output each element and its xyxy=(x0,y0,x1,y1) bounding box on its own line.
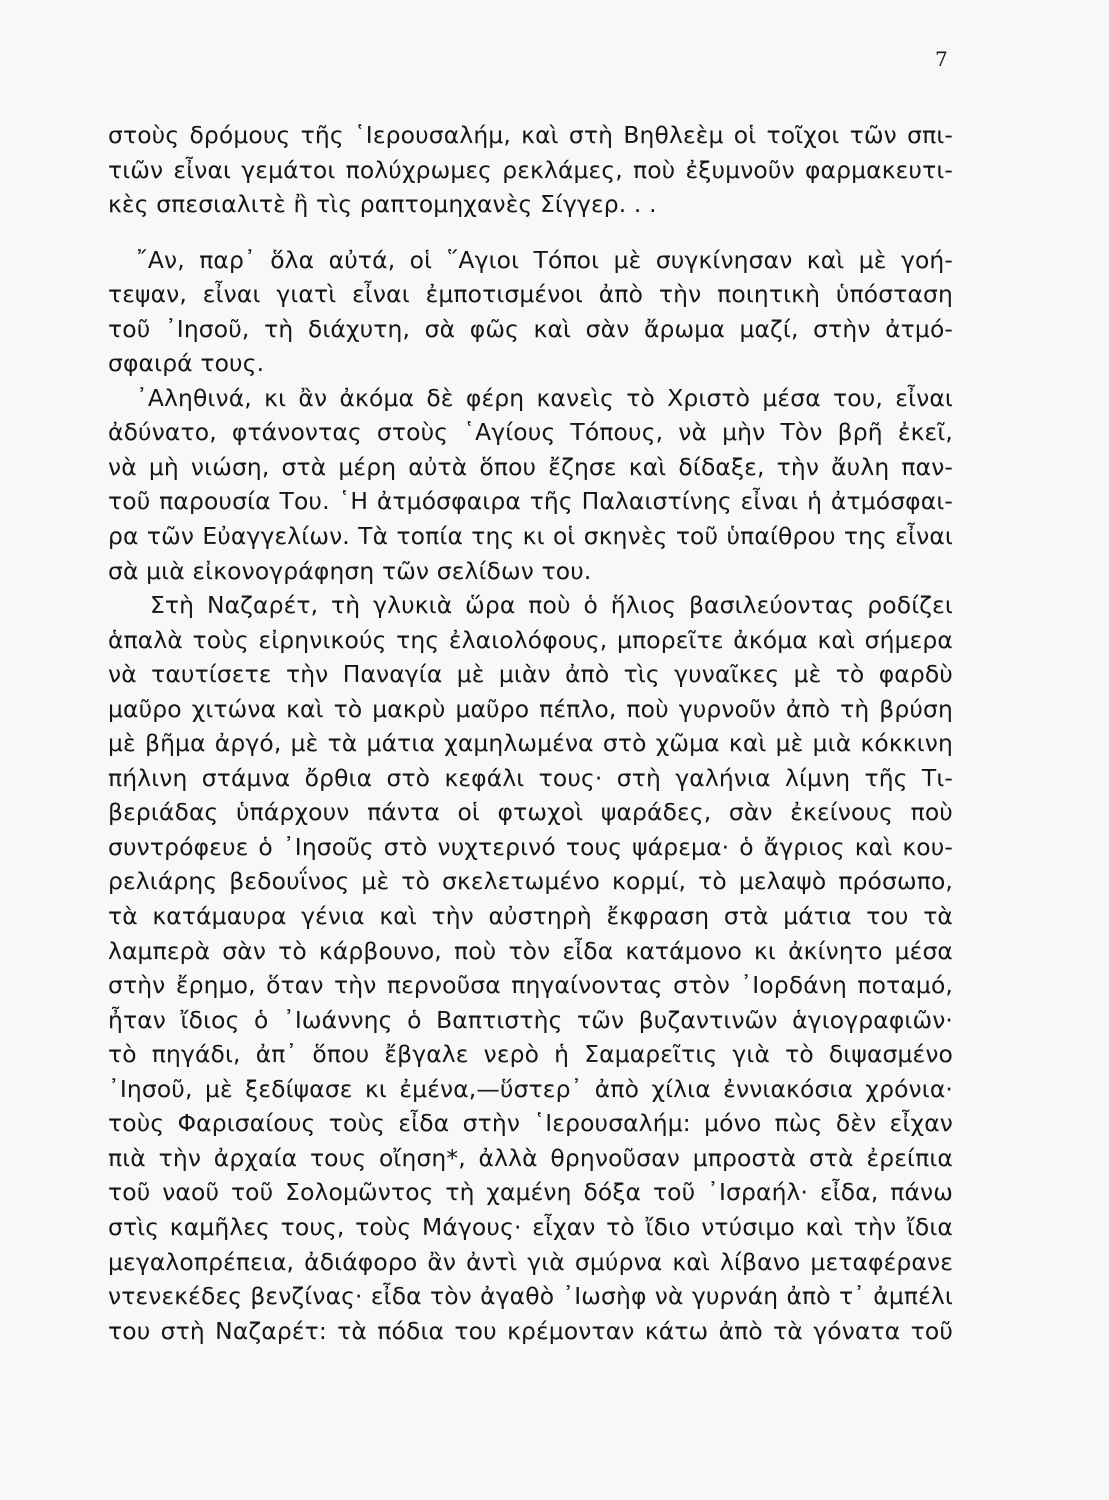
text-line: ντενεκέδες βενζίνας· εἶδα τὸν ἀγαθὸ ᾿Ιωσὴφ νὰ γυρνάη ἀπὸ τ᾿ ἀμπέλι xyxy=(108,1282,953,1311)
text-line: τοῦ παρουσία Του. ῾Η ἀτμόσφαιρα τῆς Παλαιστίνης εἶναι ἡ ἀτμόσφαι- xyxy=(108,487,953,516)
text-line: τοῦ ναοῦ τοῦ Σολομῶντος τὴ χαμένη δόξα τοῦ ᾿Ισραήλ· εἶδα, πάνω xyxy=(108,1178,953,1207)
text-line: τὸ πηγάδι, ἀπ᾿ ὅπου ἔβγαλε νερὸ ἡ Σαμαρεῖτις γιὰ τὸ διψασμένο xyxy=(108,1040,953,1069)
body-text xyxy=(108,118,953,1348)
text-line: σὰ μιὰ εἰκονογράφηση τῶν σελίδων του. xyxy=(108,556,592,585)
text-line: τεψαν, εἶναι γιατὶ εἶναι ἐμποτισμένοι ἀπὸ τὴν ποιητικὴ ὑπόσταση xyxy=(108,280,953,309)
text-line: ρα τῶν Εὐαγγελίων. Τὰ τοπία της κι οἱ σκηνὲς τοῦ ὑπαίθρου της εἶναι xyxy=(108,522,953,551)
text-line: νὰ μὴ νιώση, στὰ μέρη αὐτὰ ὅπου ἔζησε καὶ δίδαξε, τὴν ἄυλη παν- xyxy=(108,452,953,481)
text-line: μαῦρο χιτώνα καὶ τὸ μακρὺ μαῦρο πέπλο, ποὺ γυρνοῦν ἀπὸ τὴ βρύση xyxy=(108,694,953,723)
text-line: κὲς σπεσιαλιτὲ ἢ τὶς ραπτομηχανὲς Σίγγερ. . . xyxy=(108,190,657,219)
text-line: τοὺς Φαρισαίους τοὺς εἶδα στὴν ῾Ιερουσαλήμ: μόνο πὼς δὲν εἶχαν xyxy=(108,1109,953,1138)
text-line: πήλινη στάμνα ὄρθια στὸ κεφάλι τους· στὴ γαλήνια λίμνη τῆς Τι- xyxy=(108,763,953,792)
text-line: Στὴ Ναζαρέτ, τὴ γλυκιὰ ὥρα ποὺ ὁ ἥλιος βασιλεύοντας ροδίζει xyxy=(150,591,953,620)
text-line: βεριάδας ὑπάρχουν πάντα οἱ φτωχοὶ ψαράδες, σὰν ἐκείνους ποὺ xyxy=(108,798,953,827)
text-line: ᾿Αληθινά, κι ἂν ἀκόμα δὲ φέρη κανεὶς τὸ Χριστὸ μέσα του, εἶναι xyxy=(136,383,953,412)
text-line: συντρόφευε ὁ ᾿Ιησοῦς στὸ νυχτερινό τους ψάρεμα· ὁ ἄγριος καὶ κου- xyxy=(108,832,953,861)
text-line: ᾿Ιησοῦ, μὲ ξεδίψασε κι ἐμένα,—ὕστερ᾿ ἀπὸ χίλια ἐννιακόσια χρόνια· xyxy=(108,1074,953,1103)
text-line: στὶς καμῆλες τους, τοὺς Μάγους· εἶχαν τὸ ἴδιο ντύσιμο καὶ τὴν ἴδια xyxy=(108,1212,953,1241)
text-line: στὴν ἔρημο, ὅταν τὴν περνοῦσα πηγαίνοντας στὸν ᾿Ιορδάνη ποταμό, xyxy=(108,971,953,1000)
text-line: ἦταν ἴδιος ὁ ᾿Ιωάννης ὁ Βαπτιστὴς τῶν βυζαντινῶν ἁγιογραφιῶν· xyxy=(108,1005,953,1034)
text-line: νὰ ταυτίσετε τὴν Παναγία μὲ μιὰν ἀπὸ τὶς γυναῖκες μὲ τὸ φαρδὺ xyxy=(108,660,953,689)
text-line: ρελιάρης βεδουΐνος μὲ τὸ σκελετωμένο κορμί, τὸ μελαψὸ πρόσωπο, xyxy=(108,867,953,896)
text-line: στοὺς δρόμους τῆς ῾Ιερουσαλήμ, καὶ στὴ Βηθλεὲμ οἱ τοῖχοι τῶν σπι- xyxy=(108,121,953,149)
text-line: ἁπαλὰ τοὺς εἰρηνικούς της ἐλαιολόφους, μπορεῖτε ἀκόμα καὶ σήμερα xyxy=(108,625,953,654)
text-line: σφαιρά τους. xyxy=(108,349,265,378)
text-line: πιὰ τὴν ἀρχαία τους οἴηση*, ἀλλὰ θρηνοῦσαν μπροστὰ στὰ ἐρείπια xyxy=(108,1143,953,1172)
text-line: τὰ κατάμαυρα γένια καὶ τὴν αὐστηρὴ ἔκφραση στὰ μάτια του τὰ xyxy=(108,902,953,931)
page-number: 7 xyxy=(935,47,948,71)
text-line: ἀδύνατο, φτάνοντας στοὺς ῾Αγίους Τόπους, νὰ μὴν Τὸν βρῆ ἐκεῖ, xyxy=(108,418,953,447)
text-line: μὲ βῆμα ἀργό, μὲ τὰ μάτια χαμηλωμένα στὸ χῶμα καὶ μὲ μιὰ κόκκινη xyxy=(108,729,953,758)
text-line: ῎Αν, παρ᾿ ὅλα αὐτά, οἱ ῞Αγιοι Τόποι μὲ συγκίνησαν καὶ μὲ γοή- xyxy=(136,245,953,274)
text-line: λαμπερὰ σὰν τὸ κάρβουνο, ποὺ τὸν εἶδα κατάμονο κι ἀκίνητο μέσα xyxy=(108,936,953,965)
text-line: τοῦ ᾿Ιησοῦ, τὴ διάχυτη, σὰ φῶς καὶ σὰν ἄρωμα μαζί, στὴν ἀτμό- xyxy=(108,314,953,343)
text-line: τιῶν εἶναι γεμάτοι πολύχρωμες ρεκλάμες, ποὺ ἐξυμνοῦν φαρμακευτι- xyxy=(108,155,953,184)
text-line: μεγαλοπρέπεια, ἀδιάφορο ἂν ἀντὶ γιὰ σμύρνα καὶ λίβανο μεταφέρανε xyxy=(108,1247,953,1276)
text-line: του στὴ Ναζαρέτ: τὰ πόδια του κρέμονταν κάτω ἀπὸ τὰ γόνατα τοῦ xyxy=(108,1316,953,1345)
